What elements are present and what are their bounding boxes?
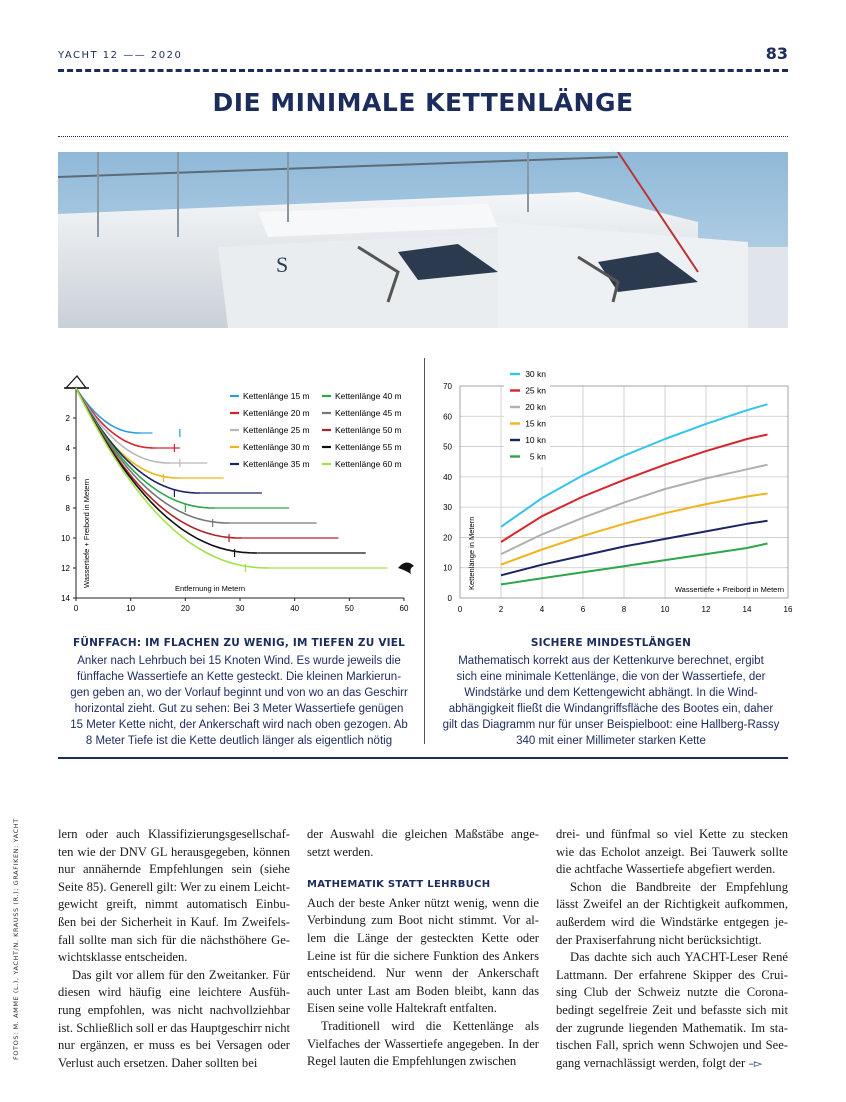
caption-line: 15 Meter Kette nicht, der Ankerschaft wird nach oben gezogen. Ab xyxy=(70,719,408,731)
y-tick-label: 70 xyxy=(443,382,452,391)
x-tick-label: 30 xyxy=(235,604,245,613)
caption-line: horizontal zieht. Gut zu sehen: Bei 3 Meter Wassertiefe genügen xyxy=(74,703,404,715)
legend-label: Kettenlänge 40 m xyxy=(335,391,402,401)
column-divider xyxy=(424,358,425,744)
series-line-3 xyxy=(501,465,768,554)
caption-line: sich eine minimale Kettenlänge, die von der Wassertiefe, der xyxy=(456,671,766,683)
series-line-4 xyxy=(501,494,768,565)
series-line-5 xyxy=(501,521,768,576)
y-tick-label: 20 xyxy=(443,533,452,543)
x-tick-label: 0 xyxy=(457,605,463,614)
legend-label: Kettenlänge 20 m xyxy=(243,408,310,418)
legend-label: 10 kn xyxy=(525,435,546,445)
y-tick-label: 0 xyxy=(447,594,452,603)
x-axis-label: Entfernung in Metern xyxy=(174,584,246,593)
y-tick-label: 40 xyxy=(443,472,452,482)
legend-label: 15 kn xyxy=(525,418,546,429)
x-tick-label: 14 xyxy=(742,605,752,614)
paragraph: Das gilt vor allem für den Zweitanker. Für diesen wird häufig eine leichtere Ausfüh- rung empfohlen, was nicht nachvollziehbar ist. Schließlich soll er das Hauptgeschirr nicht nur ergänzen, er muss es bei Versagen oder Verlust auch ersetzen. Daher sollten bei xyxy=(58,967,290,1070)
page-title: DIE MINIMALE KETTENLÄNGE xyxy=(212,88,634,117)
caption-line: Anker nach Lehrbuch bei 15 Knoten Wind. Es wurde jeweils die xyxy=(77,655,401,667)
x-tick-label: 6 xyxy=(580,605,586,614)
x-tick-label: 2 xyxy=(498,605,504,614)
left-caption-text xyxy=(58,653,420,749)
y-tick-label: 50 xyxy=(443,442,452,452)
catenary-chart xyxy=(58,362,420,622)
paragraph xyxy=(556,949,788,1072)
y-axis-label: Kettenlänge in Metern xyxy=(467,516,476,590)
article-column-1 xyxy=(58,826,290,1072)
y-axis-label: Wassertiefe + Freibord in Metern xyxy=(82,478,91,588)
section-rule xyxy=(58,757,788,759)
y-tick-label: 4 xyxy=(65,444,70,453)
legend-label: Kettenlänge 25 m xyxy=(243,425,310,435)
caption-line: gen geben an, wo der Vorlauf beginnt und von wo an das Geschirr xyxy=(70,687,408,699)
subheading: MATHEMATIK STATT LEHRBUCH xyxy=(307,879,491,891)
legend-label: 30 kn xyxy=(525,369,546,379)
x-tick-label: 60 xyxy=(399,604,409,613)
y-tick-label: 60 xyxy=(443,412,452,422)
page-number: 83 xyxy=(765,44,788,63)
y-tick-label: 12 xyxy=(61,564,70,573)
boat-bow-icon xyxy=(66,376,86,388)
x-axis-label: Wassertiefe + Freibord in Metern xyxy=(674,585,784,594)
x-tick-label: 50 xyxy=(344,604,354,613)
header-rule xyxy=(58,69,788,72)
photo-credit xyxy=(12,790,24,1060)
paragraph: Schon die Bandbreite der Empfehlung lässt Zweifel an der Richtigkeit aufkommen, außerdem wird die Windstärke entgegen je- der Praxiserfahrung nicht berücksichtigt. xyxy=(556,879,788,947)
legend-label: Kettenlänge 55 m xyxy=(335,442,402,452)
x-tick-label: 10 xyxy=(126,604,136,613)
right-caption-heading: SICHERE MINDESTLÄNGEN xyxy=(530,637,692,649)
legend-label: Kettenlänge 50 m xyxy=(335,425,402,435)
boat-bow-photo xyxy=(58,152,788,328)
y-tick-label: 10 xyxy=(443,563,452,573)
chain-curve-7 xyxy=(76,388,230,523)
article-column-3 xyxy=(556,826,788,1072)
y-tick-label: 14 xyxy=(61,594,70,603)
paragraph: Auch der beste Anker nützt wenig, wenn die Verbindung zum Boot nicht stimmt. Vor al- lem die Länge der gesteckten Kette oder Leine ist für die sichere Funktion des Ankers entscheidend. Nur wenn der Ankerschaft auch unter Last am Boden bleibt, kann das Eisen seine volle Haltekraft entfalten. xyxy=(307,895,539,1016)
anchor-icon xyxy=(398,562,414,574)
y-tick-label: 10 xyxy=(61,534,70,543)
paragraph: der Auswahl die gleichen Maßstäbe ange- setzt werden. xyxy=(307,827,539,859)
legend-label: Kettenlänge 35 m xyxy=(243,459,310,469)
caption-line: Mathematisch korrekt aus der Kettenkurve berechnet, ergibt xyxy=(458,655,764,667)
x-tick-label: 4 xyxy=(539,605,545,614)
legend-label: 25 kn xyxy=(525,385,546,396)
x-tick-label: 10 xyxy=(660,605,670,614)
legend-label: Kettenlänge 15 m xyxy=(243,391,310,401)
legend-label: 20 kn xyxy=(525,402,546,412)
paragraph-text: Das dachte sich auch YACHT-Leser René Lattmann. Der erfahrene Skipper des Crui- sing Club der Schweiz nutzte die Corona- bedingt segelfreie Zeit und befasste sich mit der zugrunde liegenden Mathematik. Im sta- tischen Fall, sprich wenn Schwojen und See- gang vernachlässigt werden, folgt der xyxy=(556,950,788,1070)
title-rule xyxy=(58,136,788,137)
y-tick-label: 30 xyxy=(443,503,452,513)
caption-line: abhängigkeit fließt die Windangriffsfläche des Bootes ein, daher xyxy=(448,703,774,715)
x-tick-label: 12 xyxy=(701,605,711,614)
legend-label: Kettenlänge 30 m xyxy=(243,442,310,452)
legend-label: Kettenlänge 60 m xyxy=(335,459,402,469)
photo-credit-text: FOTOS: M. AMME (L.), YACHT/N. KRAUSS (R.); GRAFIKEN: YACHT xyxy=(12,818,20,1060)
y-tick-label: 6 xyxy=(65,474,70,483)
paragraph: lern oder auch Klassifizierungsgesellschaf- ten wie der DNV GL herausgegeben, können nur annähernde Empfehlungen sein (siehe Seite 85). Generell gilt: Wer zu einem Leicht- gewicht greift, nimmt automatisch Einbu- ßen bei der Sicherheit in Kauf. Im Zweifels- fall sollte man sich für die nächsthöhere Ge- wichtsklasse entscheiden. xyxy=(58,827,290,965)
chain-curve-3 xyxy=(76,388,170,463)
svg-text:S: S xyxy=(276,252,289,277)
x-tick-label: 40 xyxy=(290,604,300,613)
legend-label: Kettenlänge 45 m xyxy=(335,408,402,418)
left-caption-heading: FÜNFFACH: IM FLACHEN ZU WENIG, IM TIEFEN ZU VIEL xyxy=(72,637,406,649)
magazine-issue: YACHT 12 —— 2020 xyxy=(58,50,183,61)
caption-line: Windstärke und dem Kettengewicht abhängt. In die Wind- xyxy=(464,687,758,699)
caption-line: 340 mit einer Millimeter starken Kette xyxy=(516,735,706,747)
continue-arrow-icon: –▻ xyxy=(748,1056,763,1070)
chain-curve-2 xyxy=(76,388,155,448)
chain-curve-1 xyxy=(76,388,140,433)
x-tick-label: 0 xyxy=(73,604,79,613)
paragraph: drei- und fünfmal so viel Kette zu stecken wie das Echolot anzeigt. Bei Tauwerk sollte die achtfache Wassertiefe abgefiert werden. xyxy=(556,827,788,877)
caption-line: gilt das Diagramm nur für unser Beispielboot: eine Hallberg-Rassy xyxy=(442,719,780,731)
paragraph: Traditionell wird die Kettenlänge als Vielfaches der Wassertiefe angegeben. In der Regel lauten die Empfehlungen zwischen xyxy=(307,1018,539,1069)
x-tick-label: 8 xyxy=(621,605,627,614)
caption-line: 8 Meter Tiefe ist die Kette deutlich länger als eigentlich nötig xyxy=(85,735,393,747)
y-tick-label: 2 xyxy=(65,414,70,423)
min-length-chart xyxy=(430,362,792,622)
x-tick-label: 20 xyxy=(180,604,190,613)
right-caption-text xyxy=(430,653,792,749)
x-tick-label: 16 xyxy=(783,605,793,614)
caption-line: fünffache Wassertiefe an Kette gesteckt. Die kleinen Markierun- xyxy=(76,671,402,683)
y-tick-label: 8 xyxy=(65,504,70,513)
chain-curve-5 xyxy=(76,388,200,493)
legend-label: 5 kn xyxy=(529,451,546,462)
article-column-2 xyxy=(307,826,539,1071)
